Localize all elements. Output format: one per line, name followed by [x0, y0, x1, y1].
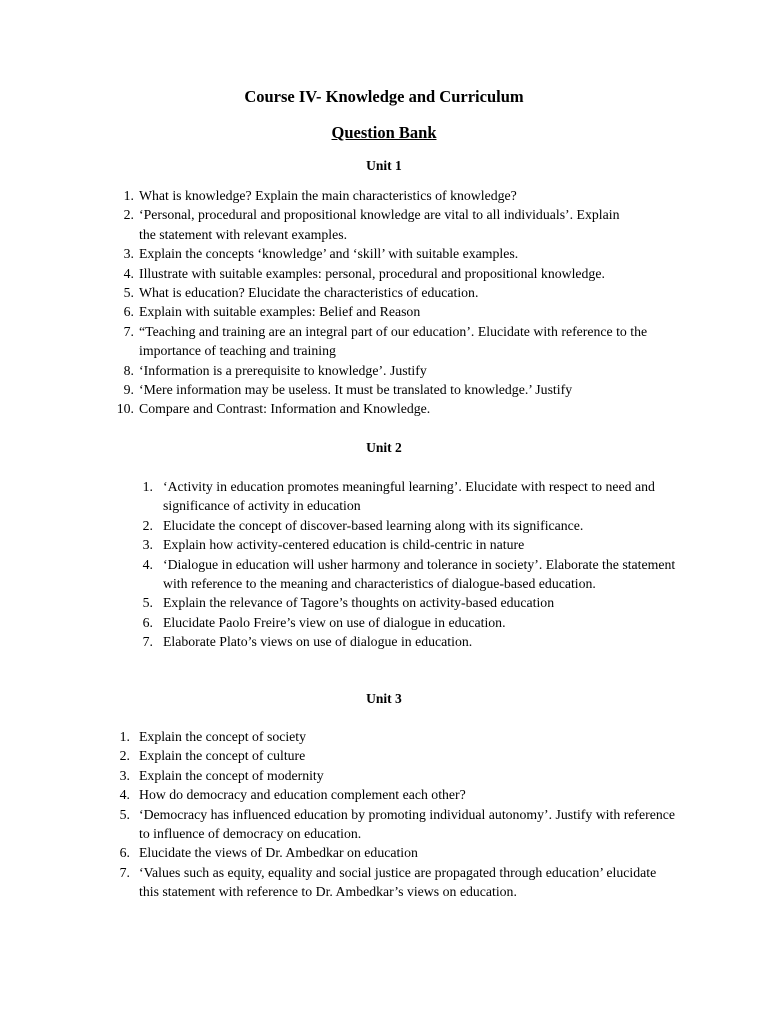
question-number: 3. [142, 537, 153, 553]
question-number: 3. [119, 767, 130, 783]
question-item [116, 302, 676, 321]
question-text: ‘Activity in education promotes meaningful learning’. Elucidate with respect to need and significance of activity in education [163, 479, 655, 514]
question-item [139, 555, 679, 594]
unit-3-question-list [116, 727, 676, 902]
question-text: Elaborate Plato’s views on use of dialogue in education. [163, 634, 473, 650]
question-text: Explain the concept of modernity [139, 767, 324, 783]
question-item [116, 205, 676, 244]
question-number: 5. [142, 595, 153, 611]
question-item [116, 746, 676, 765]
question-text: ‘Information is a prerequisite to knowledge’. Justify [139, 362, 427, 378]
question-number: 7. [123, 323, 134, 339]
question-number: 5. [119, 806, 130, 822]
question-text: What is knowledge? Explain the main characteristics of knowledge? [139, 188, 517, 203]
question-item [116, 785, 676, 804]
question-text: Elucidate the concept of discover-based learning along with its significance. [163, 517, 584, 533]
question-bank-title-text: Question Bank [331, 123, 437, 142]
question-number: 7. [119, 864, 130, 880]
question-text: ‘Dialogue in education will usher harmony and tolerance in society’. Elaborate the statement with reference to the meaning and characteristics of dialogue-based education. [163, 556, 676, 592]
question-number: 3. [123, 246, 134, 262]
question-item [116, 727, 676, 746]
question-item [116, 863, 676, 902]
question-item [116, 186, 676, 205]
question-number: 5. [123, 285, 134, 301]
question-text: ‘Mere information may be useless. It must be translated to knowledge.’ Justify [139, 382, 573, 398]
question-item [139, 632, 679, 651]
question-item [139, 477, 679, 516]
question-number: 1. [123, 188, 134, 203]
question-text: ‘Democracy has influenced education by promoting individual autonomy’. Justify with reference to influence of democracy on education. [139, 806, 675, 842]
question-number: 6. [119, 845, 130, 861]
question-item [116, 283, 676, 302]
unit-2-heading: Unit 2 [366, 440, 402, 455]
question-text: Explain the concept of society [139, 729, 307, 744]
question-item [139, 613, 679, 632]
question-number: 2. [119, 748, 130, 764]
unit-1-question-list [116, 186, 676, 419]
question-text: How do democracy and education complement each other? [139, 787, 466, 803]
question-text: Explain how activity-centered education is child-centric in nature [163, 537, 525, 553]
question-text: “Teaching and training are an integral part of our education’. Elucidate with reference to the importance of teaching and training [139, 323, 648, 359]
question-number: 9. [123, 382, 134, 398]
question-text: Explain the relevance of Tagore’s thoughts on activity-based education [163, 595, 555, 611]
question-number: 2. [142, 517, 153, 533]
question-number: 10. [116, 401, 134, 417]
question-text: What is education? Elucidate the characteristics of education. [139, 285, 479, 301]
question-number: 4. [142, 556, 153, 572]
unit-2-question-list [139, 477, 679, 652]
question-number: 1. [119, 729, 130, 744]
question-number: 4. [119, 787, 130, 803]
question-number: 1. [142, 479, 153, 494]
question-text: Explain with suitable examples: Belief and Reason [139, 304, 421, 320]
question-bank-title [0, 122, 768, 144]
question-number: 2. [123, 207, 134, 223]
question-item [139, 593, 679, 612]
question-text: ‘Personal, procedural and propositional knowledge are vital to all individuals’. Explain the statement with relevant examples. [139, 207, 620, 242]
question-text: Illustrate with suitable examples: personal, procedural and propositional knowledge. [139, 265, 605, 281]
question-item [116, 322, 676, 361]
question-text: Compare and Contrast: Information and Knowledge. [139, 401, 431, 417]
question-item [116, 805, 676, 844]
question-item [116, 766, 676, 785]
unit-1-heading: Unit 1 [366, 158, 402, 173]
question-item [116, 361, 676, 380]
question-text: Explain the concepts ‘knowledge’ and ‘skill’ with suitable examples. [139, 246, 519, 262]
question-text: Explain the concept of culture [139, 748, 306, 764]
question-number: 7. [142, 634, 153, 650]
question-item [116, 843, 676, 862]
question-item [139, 535, 679, 554]
course-title: Course IV- Knowledge and Curriculum [244, 87, 524, 106]
question-number: 6. [142, 614, 153, 630]
unit-3-heading: Unit 3 [366, 691, 402, 706]
question-number: 6. [123, 304, 134, 320]
question-item [116, 399, 676, 418]
question-text: Elucidate Paolo Freire’s view on use of dialogue in education. [163, 614, 506, 630]
question-item [116, 244, 676, 263]
question-item [116, 380, 676, 399]
question-item [139, 516, 679, 535]
question-number: 8. [123, 362, 134, 378]
question-text: Elucidate the views of Dr. Ambedkar on education [139, 845, 418, 861]
question-text: ‘Values such as equity, equality and social justice are propagated through education’ elucidate this statement with reference to Dr. Ambedkar’s views on education. [139, 864, 657, 900]
question-item [116, 264, 676, 283]
question-number: 4. [123, 265, 134, 281]
